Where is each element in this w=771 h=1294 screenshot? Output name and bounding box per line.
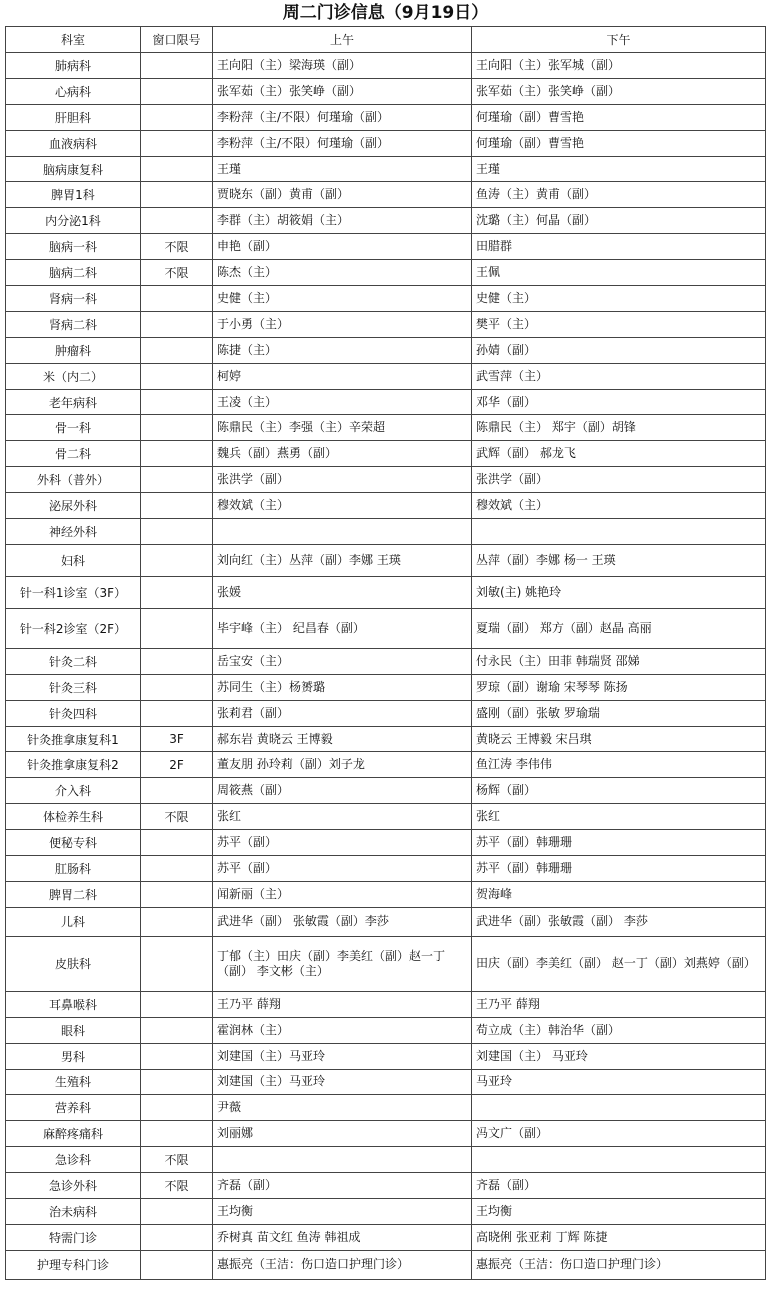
dept-cell: 针灸四科: [6, 700, 141, 726]
dept-cell: 急诊科: [6, 1147, 141, 1173]
pm-cell: 鱼江涛 李伟伟: [472, 752, 766, 778]
am-cell: 闻新丽（主）: [213, 881, 472, 907]
dept-cell: 男科: [6, 1043, 141, 1069]
table-row: [6, 260, 766, 286]
limit-cell: [141, 208, 213, 234]
am-cell: 尹薇: [213, 1095, 472, 1121]
dept-cell: 肺病科: [6, 53, 141, 79]
dept-cell: 肾病一科: [6, 286, 141, 312]
dept-cell: 麻醉疼痛科: [6, 1121, 141, 1147]
table-row: [6, 1224, 766, 1250]
am-cell: 张红: [213, 804, 472, 830]
dept-cell: 骨二科: [6, 441, 141, 467]
dept-cell: 脑病康复科: [6, 156, 141, 182]
limit-cell: [141, 104, 213, 130]
pm-cell: 田庆（副）李美红（副） 赵一丁（副）刘燕婷（副）: [472, 936, 766, 991]
table-row: [6, 674, 766, 700]
limit-cell: [141, 415, 213, 441]
table-row: [6, 856, 766, 882]
am-cell: [213, 1147, 472, 1173]
table-row: [6, 1043, 766, 1069]
header-limit: 窗口限号: [141, 27, 213, 53]
table-row: [6, 78, 766, 104]
table-row: [6, 907, 766, 936]
clinic-schedule-table: [5, 26, 766, 1280]
schedule-body: [6, 53, 766, 1280]
pm-cell: 付永民（主）田菲 韩瑞贤 邵娣: [472, 648, 766, 674]
table-row: [6, 311, 766, 337]
limit-cell: [141, 156, 213, 182]
pm-cell: 沈璐（主）何晶（副）: [472, 208, 766, 234]
dept-cell: 体检养生科: [6, 804, 141, 830]
dept-cell: 特需门诊: [6, 1224, 141, 1250]
dept-cell: 营养科: [6, 1095, 141, 1121]
table-row: [6, 991, 766, 1017]
table-row: [6, 1017, 766, 1043]
limit-cell: [141, 576, 213, 608]
pm-cell: 盛刚（副）张敏 罗瑜瑞: [472, 700, 766, 726]
limit-cell: [141, 1017, 213, 1043]
dept-cell: 妇科: [6, 544, 141, 576]
pm-cell: 何瑾瑜（副）曹雪艳: [472, 130, 766, 156]
table-row: [6, 1198, 766, 1224]
pm-cell: 王乃平 薛翔: [472, 991, 766, 1017]
pm-cell: 张洪学（副）: [472, 467, 766, 493]
pm-cell: 王瑾: [472, 156, 766, 182]
dept-cell: 肛肠科: [6, 856, 141, 882]
limit-cell: [141, 53, 213, 79]
dept-cell: 急诊外科: [6, 1173, 141, 1199]
am-cell: 柯婷: [213, 363, 472, 389]
limit-cell: [141, 493, 213, 519]
table-row: [6, 1095, 766, 1121]
dept-cell: 针灸推拿康复科2: [6, 752, 141, 778]
am-cell: 陈鼎民（主）李强（主）辛荣超: [213, 415, 472, 441]
am-cell: 李群（主）胡筱娟（主）: [213, 208, 472, 234]
am-cell: 贾晓东（副）黄甫（副）: [213, 182, 472, 208]
dept-cell: 皮肤科: [6, 936, 141, 991]
table-row: [6, 1121, 766, 1147]
dept-cell: 脾胃1科: [6, 182, 141, 208]
limit-cell: 不限: [141, 1147, 213, 1173]
am-cell: 苏同生（主）杨赟璐: [213, 674, 472, 700]
dept-cell: 脑病二科: [6, 260, 141, 286]
dept-cell: 护理专科门诊: [6, 1250, 141, 1279]
am-cell: 王向阳（主）梁海瑛（副）: [213, 53, 472, 79]
pm-cell: 齐磊（副）: [472, 1173, 766, 1199]
dept-cell: 针灸推拿康复科1: [6, 726, 141, 752]
pm-cell: [472, 1147, 766, 1173]
dept-cell: 肝胆科: [6, 104, 141, 130]
table-row: [6, 881, 766, 907]
am-cell: 张洪学（副）: [213, 467, 472, 493]
table-row: [6, 726, 766, 752]
dept-cell: 泌尿外科: [6, 493, 141, 519]
table-row: [6, 576, 766, 608]
table-row: [6, 830, 766, 856]
pm-cell: 武辉（副） 郝龙飞: [472, 441, 766, 467]
pm-cell: 丛萍（副）李娜 杨一 王瑛: [472, 544, 766, 576]
table-row: [6, 1250, 766, 1279]
am-cell: 惠振亮（王洁：伤口造口护理门诊）: [213, 1250, 472, 1279]
limit-cell: [141, 778, 213, 804]
table-row: [6, 778, 766, 804]
limit-cell: [141, 78, 213, 104]
pm-cell: [472, 1095, 766, 1121]
pm-cell: 刘建国（主） 马亚玲: [472, 1043, 766, 1069]
limit-cell: [141, 1224, 213, 1250]
dept-cell: 眼科: [6, 1017, 141, 1043]
limit-cell: [141, 674, 213, 700]
am-cell: 王凌（主）: [213, 389, 472, 415]
table-row: [6, 389, 766, 415]
table-row: [6, 337, 766, 363]
table-row: [6, 467, 766, 493]
am-cell: 申艳（副）: [213, 234, 472, 260]
table-row: [6, 493, 766, 519]
am-cell: 周筱燕（副）: [213, 778, 472, 804]
am-cell: 乔树真 苗文红 鱼涛 韩祖成: [213, 1224, 472, 1250]
pm-cell: 王佩: [472, 260, 766, 286]
limit-cell: [141, 441, 213, 467]
pm-cell: 孙婧（副）: [472, 337, 766, 363]
header-dept: 科室: [6, 27, 141, 53]
am-cell: 于小勇（主）: [213, 311, 472, 337]
am-cell: 郝东岩 黄晓云 王博毅: [213, 726, 472, 752]
pm-cell: 高晓俐 张亚莉 丁辉 陈捷: [472, 1224, 766, 1250]
am-cell: 刘丽娜: [213, 1121, 472, 1147]
limit-cell: 不限: [141, 804, 213, 830]
dept-cell: 针一科2诊室（2F）: [6, 608, 141, 648]
am-cell: 陈捷（主）: [213, 337, 472, 363]
am-cell: 董友朋 孙玲莉（副）刘子龙: [213, 752, 472, 778]
table-row: [6, 363, 766, 389]
dept-cell: 脑病一科: [6, 234, 141, 260]
limit-cell: [141, 881, 213, 907]
pm-cell: 鱼涛（主）黄甫（副）: [472, 182, 766, 208]
pm-cell: 马亚玲: [472, 1069, 766, 1095]
am-cell: 苏平（副）: [213, 830, 472, 856]
table-row: [6, 208, 766, 234]
header-row: [6, 27, 766, 53]
am-cell: 王瑾: [213, 156, 472, 182]
limit-cell: 2F: [141, 752, 213, 778]
table-row: [6, 441, 766, 467]
limit-cell: [141, 311, 213, 337]
limit-cell: [141, 1121, 213, 1147]
table-row: [6, 1173, 766, 1199]
table-row: [6, 104, 766, 130]
dept-cell: 儿科: [6, 907, 141, 936]
pm-cell: 武进华（副）张敏霞（副） 李莎: [472, 907, 766, 936]
limit-cell: [141, 1069, 213, 1095]
limit-cell: [141, 389, 213, 415]
am-cell: 苏平（副）: [213, 856, 472, 882]
pm-cell: 苟立成（主）韩治华（副）: [472, 1017, 766, 1043]
limit-cell: [141, 130, 213, 156]
limit-cell: [141, 337, 213, 363]
table-row: [6, 182, 766, 208]
pm-cell: 苏平（副）韩珊珊: [472, 856, 766, 882]
table-row: [6, 804, 766, 830]
am-cell: 史健（主）: [213, 286, 472, 312]
am-cell: 穆效斌（主）: [213, 493, 472, 519]
am-cell: 岳宝安（主）: [213, 648, 472, 674]
table-row: [6, 544, 766, 576]
table-row: [6, 1147, 766, 1173]
limit-cell: 不限: [141, 234, 213, 260]
am-cell: 李粉萍（主/不限）何瑾瑜（副）: [213, 130, 472, 156]
pm-cell: 夏瑞（副） 郑方（副）赵晶 高丽: [472, 608, 766, 648]
pm-cell: 刘敏(主) 姚艳玲: [472, 576, 766, 608]
limit-cell: 不限: [141, 1173, 213, 1199]
dept-cell: 便秘专科: [6, 830, 141, 856]
header-pm: 下午: [472, 27, 766, 53]
pm-cell: 武雪萍（主）: [472, 363, 766, 389]
table-row: [6, 608, 766, 648]
limit-cell: [141, 363, 213, 389]
dept-cell: 外科（普外）: [6, 467, 141, 493]
limit-cell: [141, 1198, 213, 1224]
limit-cell: [141, 467, 213, 493]
table-row: [6, 752, 766, 778]
pm-cell: [472, 519, 766, 545]
dept-cell: 肿瘤科: [6, 337, 141, 363]
page-title: 周二门诊信息（9月19日）: [282, 3, 489, 23]
limit-cell: [141, 907, 213, 936]
limit-cell: [141, 519, 213, 545]
am-cell: 王乃平 薛翔: [213, 991, 472, 1017]
dept-cell: 肾病二科: [6, 311, 141, 337]
am-cell: 张媛: [213, 576, 472, 608]
dept-cell: 神经外科: [6, 519, 141, 545]
am-cell: 魏兵（副）燕勇（副）: [213, 441, 472, 467]
limit-cell: [141, 544, 213, 576]
table-row: [6, 53, 766, 79]
limit-cell: 不限: [141, 260, 213, 286]
table-row: [6, 234, 766, 260]
dept-cell: 米（内二）: [6, 363, 141, 389]
dept-cell: 脾胃二科: [6, 881, 141, 907]
limit-cell: [141, 648, 213, 674]
dept-cell: 骨一科: [6, 415, 141, 441]
limit-cell: [141, 182, 213, 208]
am-cell: 毕宇峰（主） 纪昌春（副）: [213, 608, 472, 648]
pm-cell: 陈鼎民（主） 郑宇（副）胡锋: [472, 415, 766, 441]
limit-cell: 3F: [141, 726, 213, 752]
pm-cell: 罗琼（副）谢瑜 宋琴琴 陈扬: [472, 674, 766, 700]
dept-cell: 针灸三科: [6, 674, 141, 700]
pm-cell: 张红: [472, 804, 766, 830]
dept-cell: 针一科1诊室（3F）: [6, 576, 141, 608]
am-cell: 刘建国（主）马亚玲: [213, 1043, 472, 1069]
pm-cell: 何瑾瑜（副）曹雪艳: [472, 104, 766, 130]
am-cell: 齐磊（副）: [213, 1173, 472, 1199]
limit-cell: [141, 856, 213, 882]
pm-cell: 史健（主）: [472, 286, 766, 312]
pm-cell: 王均衡: [472, 1198, 766, 1224]
am-cell: 丁郁（主）田庆（副）李美红（副）赵一丁（副） 李文彬（主）: [213, 936, 472, 991]
pm-cell: 杨辉（副）: [472, 778, 766, 804]
dept-cell: 内分泌1科: [6, 208, 141, 234]
table-row: [6, 156, 766, 182]
header-am: 上午: [213, 27, 472, 53]
dept-cell: 血液病科: [6, 130, 141, 156]
am-cell: 刘建国（主）马亚玲: [213, 1069, 472, 1095]
table-row: [6, 415, 766, 441]
table-row: [6, 936, 766, 991]
am-cell: 霍润林（主）: [213, 1017, 472, 1043]
limit-cell: [141, 286, 213, 312]
am-cell: 王均衡: [213, 1198, 472, 1224]
table-row: [6, 648, 766, 674]
pm-cell: 苏平（副）韩珊珊: [472, 830, 766, 856]
limit-cell: [141, 1043, 213, 1069]
pm-cell: 张军茹（主）张笑峥（副）: [472, 78, 766, 104]
dept-cell: 心病科: [6, 78, 141, 104]
pm-cell: 穆效斌（主）: [472, 493, 766, 519]
table-row: [6, 286, 766, 312]
pm-cell: 邓华（副）: [472, 389, 766, 415]
table-row: [6, 700, 766, 726]
table-row: [6, 130, 766, 156]
am-cell: 张莉君（副）: [213, 700, 472, 726]
limit-cell: [141, 608, 213, 648]
pm-cell: 王向阳（主）张军城（副）: [472, 53, 766, 79]
am-cell: 陈杰（主）: [213, 260, 472, 286]
dept-cell: 介入科: [6, 778, 141, 804]
am-cell: 李粉萍（主/不限）何瑾瑜（副）: [213, 104, 472, 130]
am-cell: 刘向红（主）丛萍（副）李娜 王瑛: [213, 544, 472, 576]
limit-cell: [141, 830, 213, 856]
dept-cell: 生殖科: [6, 1069, 141, 1095]
limit-cell: [141, 991, 213, 1017]
limit-cell: [141, 1250, 213, 1279]
limit-cell: [141, 1095, 213, 1121]
table-row: [6, 519, 766, 545]
pm-cell: 田腊群: [472, 234, 766, 260]
limit-cell: [141, 936, 213, 991]
am-cell: 张军茹（主）张笑峥（副）: [213, 78, 472, 104]
pm-cell: 惠振亮（王洁：伤口造口护理门诊）: [472, 1250, 766, 1279]
dept-cell: 老年病科: [6, 389, 141, 415]
dept-cell: 针灸二科: [6, 648, 141, 674]
pm-cell: 樊平（主）: [472, 311, 766, 337]
dept-cell: 耳鼻喉科: [6, 991, 141, 1017]
pm-cell: 冯文广（副）: [472, 1121, 766, 1147]
limit-cell: [141, 700, 213, 726]
pm-cell: 贺海峰: [472, 881, 766, 907]
am-cell: [213, 519, 472, 545]
am-cell: 武进华（副） 张敏霞（副）李莎: [213, 907, 472, 936]
table-row: [6, 1069, 766, 1095]
pm-cell: 黄晓云 王博毅 宋吕琪: [472, 726, 766, 752]
dept-cell: 治未病科: [6, 1198, 141, 1224]
